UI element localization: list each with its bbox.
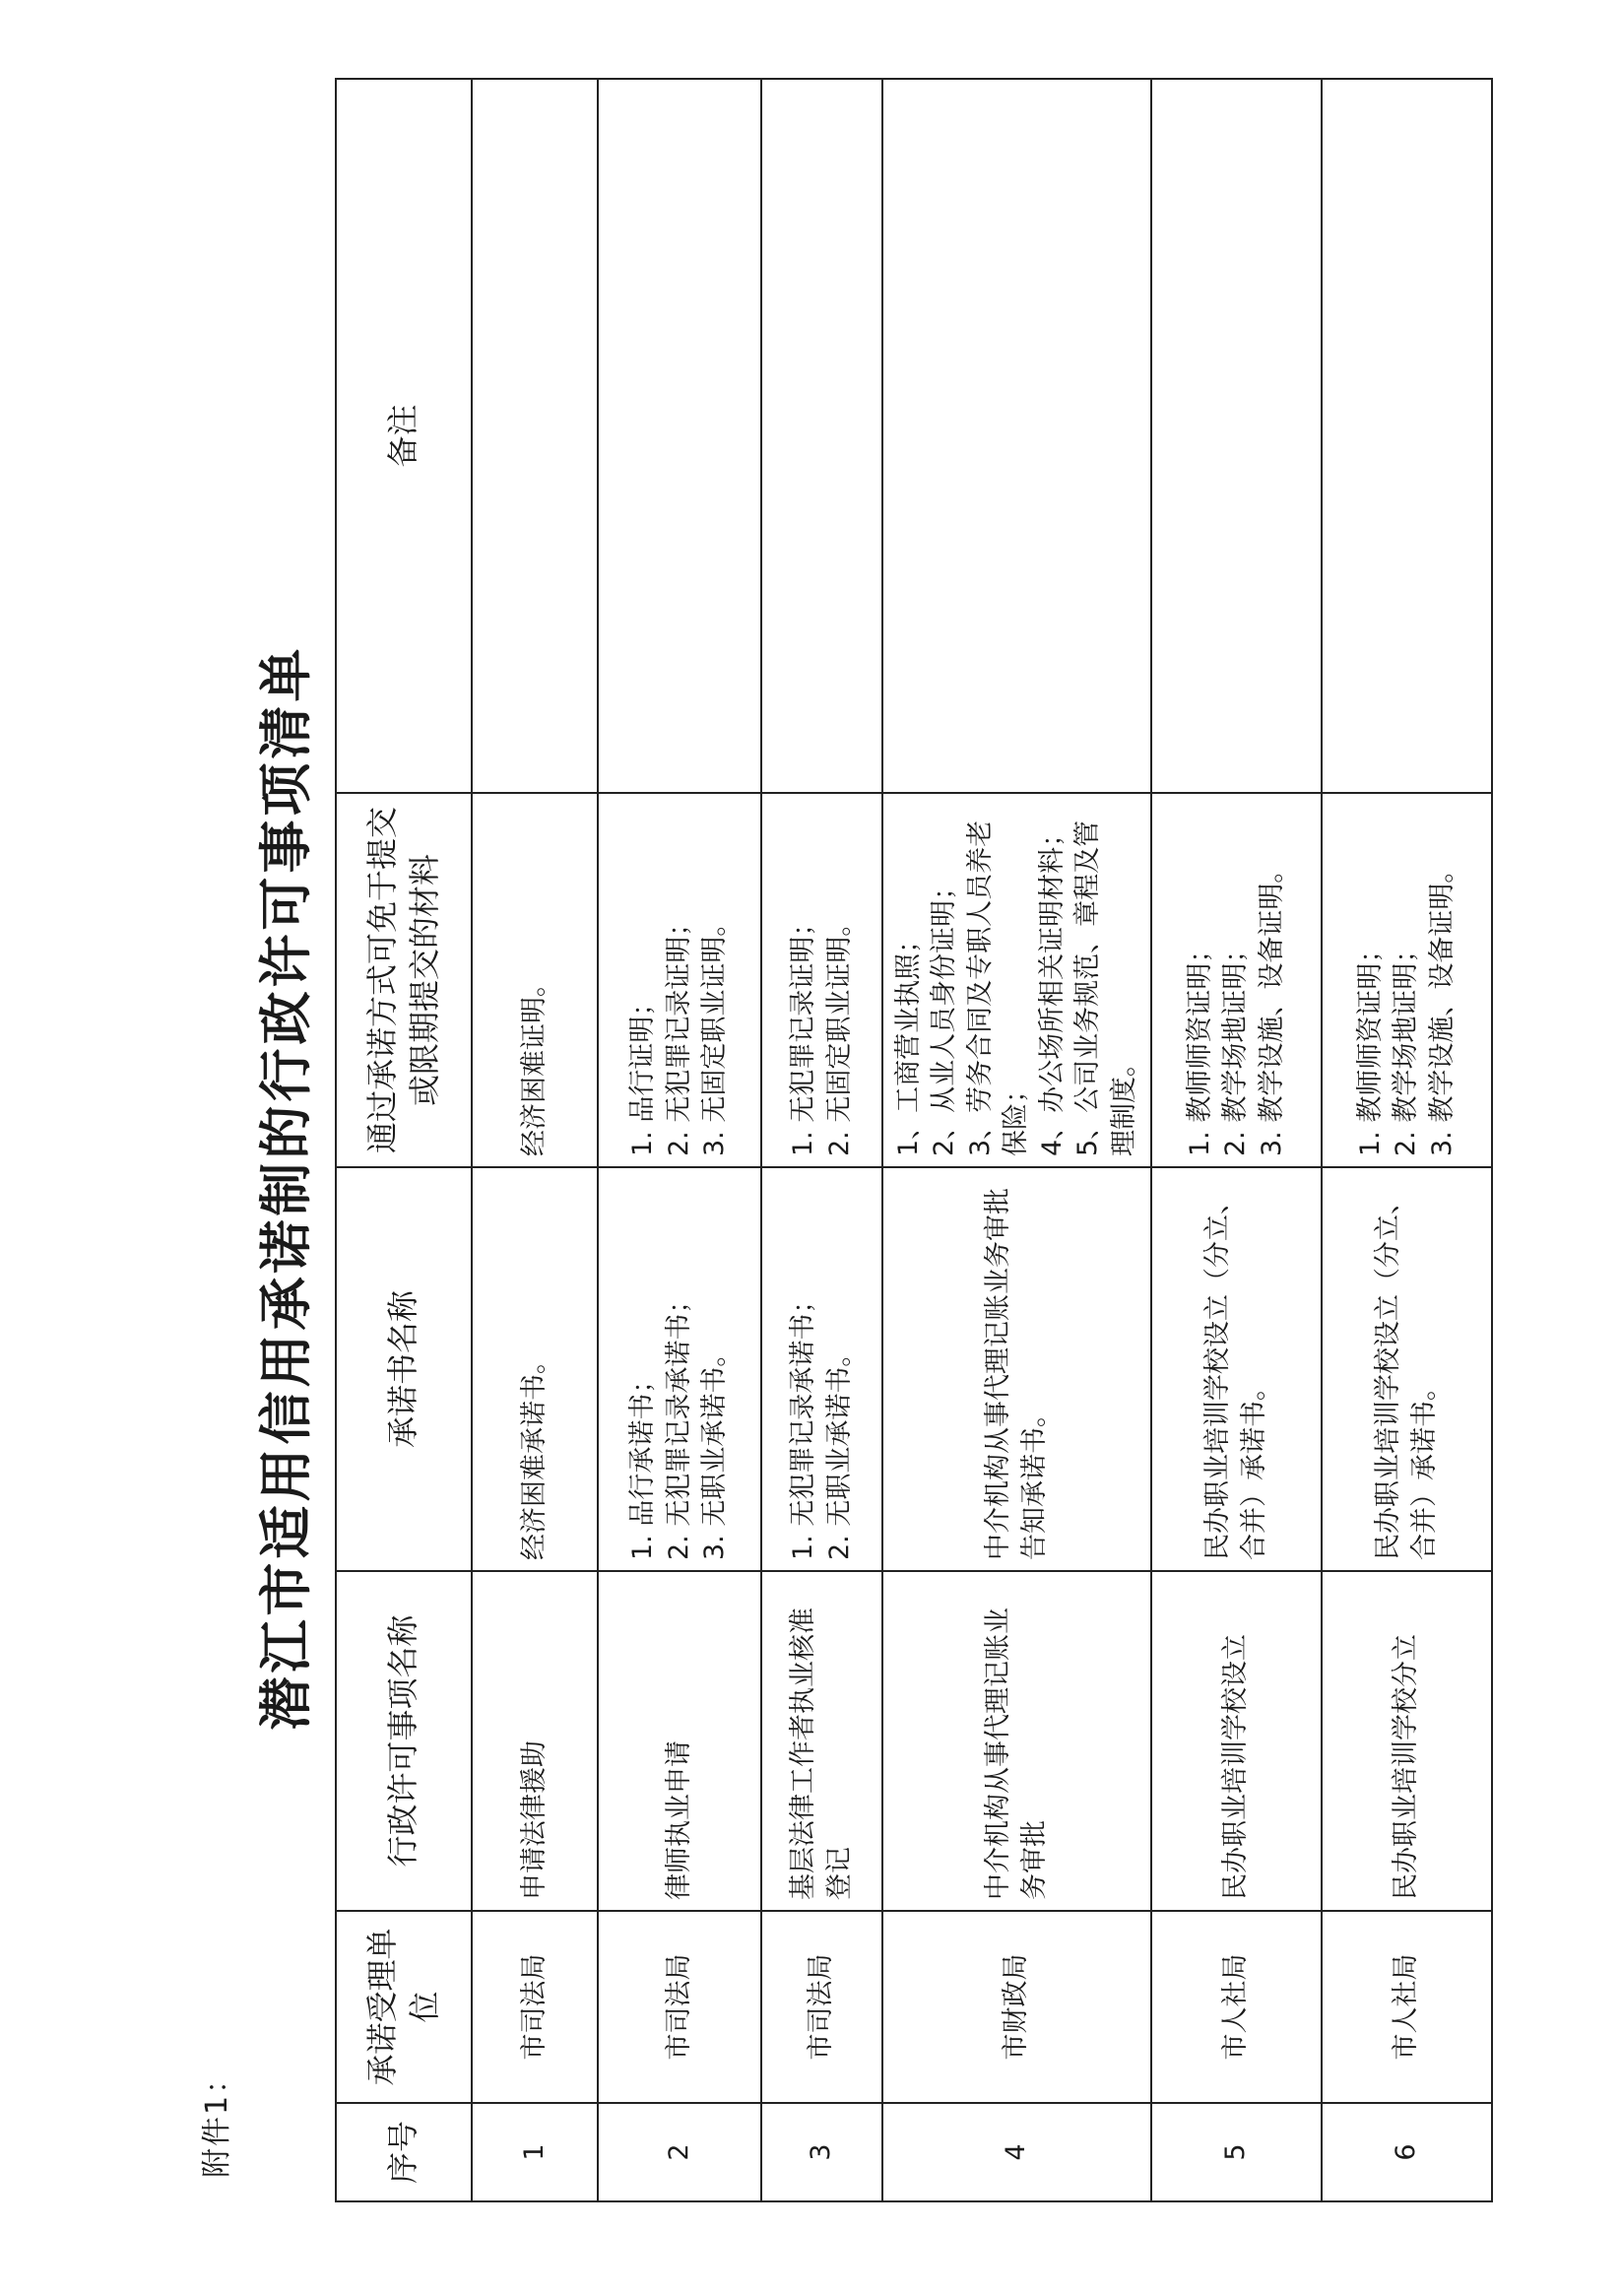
cell-seq: 4 [882,2103,1151,2201]
header-unit: 承诺受理单位 [336,1911,472,2103]
cell-remarks [472,79,598,793]
material-line: 2、从业人员身份证明； [929,873,960,1156]
pledge-line: 3. 无职业承诺书。 [699,1340,731,1560]
material-line: 2. 教学场地证明； [1391,936,1422,1156]
cell-remarks [1322,79,1492,793]
material-line: 1. 教师师资证明； [1354,936,1386,1156]
cell-remarks [1151,79,1322,793]
cell-seq: 1 [472,2103,598,2201]
material-line: 1. 品行证明； [627,989,659,1156]
header-remarks: 备注 [336,79,472,793]
cell-seq: 5 [1151,2103,1322,2201]
material-line: 4、办公场所相关证明材料； [1036,820,1068,1156]
material-line: 2. 无犯罪记录证明； [663,909,694,1156]
cell-materials [1151,793,1322,1167]
cell-unit: 市人社局 [1151,1911,1322,2103]
material-line: 3. 教学设施、设备证明。 [1256,856,1287,1156]
cell-seq: 6 [1322,2103,1492,2201]
cell-seq: 2 [598,2103,761,2201]
pledge-line: 中介机构从事代理记账业务审批告知承诺书。 [983,1188,1050,1560]
cell-materials [472,793,598,1167]
cell-item: 基层法律工作者执业核准登记 [761,1571,882,1911]
cell-materials [761,793,882,1167]
attachment-label: 附件1： [200,2062,234,2178]
pledge-line: 民办职业培训学校设立（分立、合并）承诺书。 [1373,1188,1440,1560]
table-row [882,79,1151,2201]
cell-materials [1322,793,1492,1167]
table-row [1322,79,1492,2201]
cell-pledge [598,1167,761,1571]
cell-pledge [1151,1167,1322,1571]
pledge-line: 经济困难承诺书。 [518,1347,550,1560]
pledge-line: 1. 品行承诺书； [627,1366,659,1560]
cell-unit: 市司法局 [761,1911,882,2103]
material-line: 3. 教学设施、设备证明。 [1426,856,1458,1156]
cell-materials [598,793,761,1167]
cell-unit: 市人社局 [1322,1911,1492,2103]
material-line: 1. 无犯罪记录证明； [788,909,819,1156]
cell-seq: 3 [761,2103,882,2201]
cell-item: 民办职业培训学校分立 [1322,1571,1492,1911]
material-line: 3. 无固定职业证明。 [699,909,731,1156]
material-line: 5、公司业务规范、章程及管理制度。 [1072,820,1139,1156]
document-title: 潜江市适用信用承诺制的行政许可事项清单 [254,644,317,1731]
cell-pledge [882,1167,1151,1571]
pledge-line: 民办职业培训学校设立（分立、合并）承诺书。 [1202,1188,1269,1560]
cell-pledge [1322,1167,1492,1571]
material-line: 2. 教学场地证明； [1220,936,1252,1156]
material-line: 3、劳务合同及专职人员养老保险； [964,820,1032,1156]
cell-item: 中介机构从事代理记账业务审批 [882,1571,1151,1911]
material-line: 2. 无固定职业证明。 [823,909,855,1156]
pledge-line: 2. 无职业承诺书。 [823,1340,855,1560]
header-materials: 通过承诺方式可免于提交或限期提交的材料 [336,793,472,1167]
pledge-line: 1. 无犯罪记录承诺书； [788,1286,819,1560]
cell-item: 民办职业培训学校设立 [1151,1571,1322,1911]
cell-unit: 市财政局 [882,1911,1151,2103]
cell-remarks [598,79,761,793]
material-line: 1、工商营业执照； [893,926,924,1156]
cell-remarks [761,79,882,793]
material-line: 经济困难证明。 [518,970,550,1156]
material-line: 1. 教师师资证明； [1184,936,1215,1156]
cell-remarks [882,79,1151,793]
table-row [472,79,598,2201]
cell-item: 律师执业申请 [598,1571,761,1911]
cell-item: 申请法律援助 [472,1571,598,1911]
header-pledge: 承诺书名称 [336,1167,472,1571]
cell-unit: 市司法局 [472,1911,598,2103]
cell-materials [882,793,1151,1167]
table-row [1151,79,1322,2201]
table-row [598,79,761,2201]
permit-items-table [335,78,1493,2202]
cell-unit: 市司法局 [598,1911,761,2103]
cell-pledge [472,1167,598,1571]
cell-pledge [761,1167,882,1571]
pledge-line: 2. 无犯罪记录承诺书； [663,1286,694,1560]
table-row [761,79,882,2201]
header-item: 行政许可事项名称 [336,1571,472,1911]
table-header-row [336,79,472,2201]
header-seq: 序号 [336,2103,472,2201]
